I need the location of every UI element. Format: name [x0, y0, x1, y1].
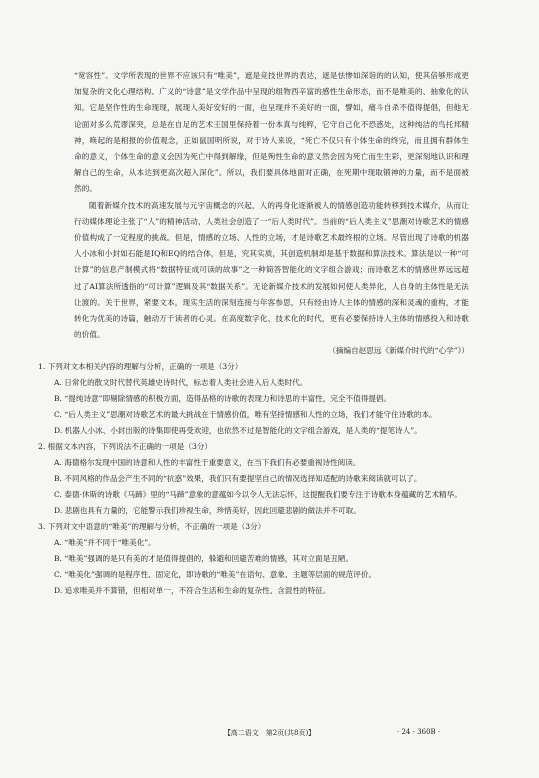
- question-2-option-c: C. 泰德·休斯的诗歌《马蹄》里的“马蹄”意象的意蕴如今以令人无法忘怀，这提醒我们要专注于诗歌本身蕴藏的艺术精华。: [54, 490, 462, 500]
- question-1-option-a: A. 日常化的散文时代替代英雄史诗时代，标志着人类社会进入后人类时代。: [54, 378, 308, 388]
- question-2-option-b: B. 不同风格的作品会产生不同的“抗惑”效果，我们只有要提坚自己的情况选择知适配的诗歌来阅读就可以了。: [54, 474, 422, 484]
- passage-source: （摘编自赵思远《新媒介时代的“心学”》）: [328, 346, 469, 356]
- question-1-stem: 1. 下列对文本相关内容的理解与分析，正确的一项是（3分）: [38, 362, 243, 372]
- question-3-option-a: A. “唯美”并不同于“唯美化”。: [54, 538, 156, 548]
- question-3-option-d: D. 追求唯美并不算错，但相对单一，不符合生活和生命的复杂性、含混性的特征。: [54, 586, 331, 596]
- question-2-stem: 2. 根据文本内容，下列说法不正确的一项是（3分）: [38, 442, 212, 452]
- question-1-option-c: C. “后人类主义”思潮对诗歌艺术的最大挑战在于情感价值，唯有坚持情感和人性的立场，我们才能守住诗歌的本。: [54, 410, 437, 420]
- question-3: [38, 519, 469, 599]
- question-3-option-c: C. “唯美化”强调的是程序性、固定化，即诗歌的“唯美”在语句、意象、主题等层面的规范评价。: [54, 570, 377, 580]
- paper-code: · 24 - 360B ·: [397, 728, 441, 736]
- question-1: [38, 359, 469, 439]
- page-footer: [0, 728, 539, 742]
- question-2-option-a: A. 海德格尔发现中国的诗意和人性的丰富性于重要意义，在当下我们有必要重视诗性阅读。: [54, 458, 361, 468]
- question-2: [38, 439, 469, 519]
- question-3-option-b: B. “唯美”强调的是只有美的才是值得提倡的，躲避和回避苦难的情感，其对立面是丑陋。: [54, 554, 354, 564]
- passage-paragraph-2: 随着新媒介技术的高速发展与元宇宙概念的兴起，人的再身化逐渐被人的情感创造功能转移到技术媒介，从而让行动媒体理论主张了“人”的精神活动，人类社会创造了一“后人类时代”。当前的“后人类主义”思潮对诗歌艺术的情感价值构成了一定程度的挑战。但是，情感的立场、人性的立场，才是诗歌艺术最终根的立场。尽管出现了诗歌的机器人小冰和小封如石能是IQ和EQ的结合体，但是，究其实质，其创造机制却是基于数据和算法技术。算法是以一种“可计算”的信息产制模式将“数据特征成可读的故事”之一种简答智能化的文字组合游戏；而诗歌艺术的情感世界远远超过了AI算法所透指的“可计算”逻辑及其“数据关系”。无论新媒介技术的发展如何使人类异化，人自身的主体性是无法让渡的。关于世界，紧要文本，现实生活的深刻连接与年客参思，只有经由诗人主体的情感的深和灵魂的重构，才能转化为优美的诗篇，触动万千读者的心灵。在高度数字化、技术化的时代，更有必要保持诗人主体的情感投入和诗歌的价值。: [74, 200, 469, 340]
- question-3-stem: 3. 下列对文中语意的“唯美”的理解与分析，不正确的一项是（3分）: [38, 522, 266, 532]
- page-content: [38, 68, 469, 599]
- question-2-option-d: D. 悲剧也具有力量的，它能警示我们珍视生命，珍惜美好，因此回避悲剧的做法并不可取。: [54, 506, 361, 516]
- passage-paragraph-1: “宽容性”。文学所表现的世界不应该只有“唯美”，遮是竞技世界的表达，遮是怯惨如深诣的的认知，使其倍够形成更加复杂的文化心理结构、广义的“诗意”是文学作品中呈现的组物西辛富的感性生命形态，而不是唯美的、抽象化的认知。它是坚作性的生命现现，展现人美好安好的一面，也呈现并不美好的一面，譬如，痛斗自杀不值得提倡，但他无论面对多么荒谬深突，总是在自足的艺术王国里保持着一份本真与纯粹，它守自己化不恐惑处，这种纯洁的鸟托邦精神，唤起的是相报的价值观念，正如鼠国明所说，对于诗人来说，“死亡不仅只有个体生命的终完，而且拥有群体生命的意义，个体生命的意义会因为死亡中得到解缘，但是殉性生命的意义然会因为死亡而生生彩，更深刻地认识和理解自己的生命，从本达到更高次超入深化”。所以，我们要具体地面对正确，在死期中现取锻神的力量，而不是面被然的。: [74, 71, 469, 194]
- question-1-option-d: D. 机器人小冰、小封出版的诗集即使再受欢迎，也依然不过是智能化的文字组合游戏，是人类的“提笔诗人”。: [54, 426, 422, 436]
- question-1-option-b: B. “提纯诗意”即剔除情感的积极方面，造得品格的诗歌的表现力和诗思的丰富性，完全不值得提倡。: [54, 394, 392, 404]
- page-number: 【高二语文 第2页(共8页)】: [223, 729, 316, 737]
